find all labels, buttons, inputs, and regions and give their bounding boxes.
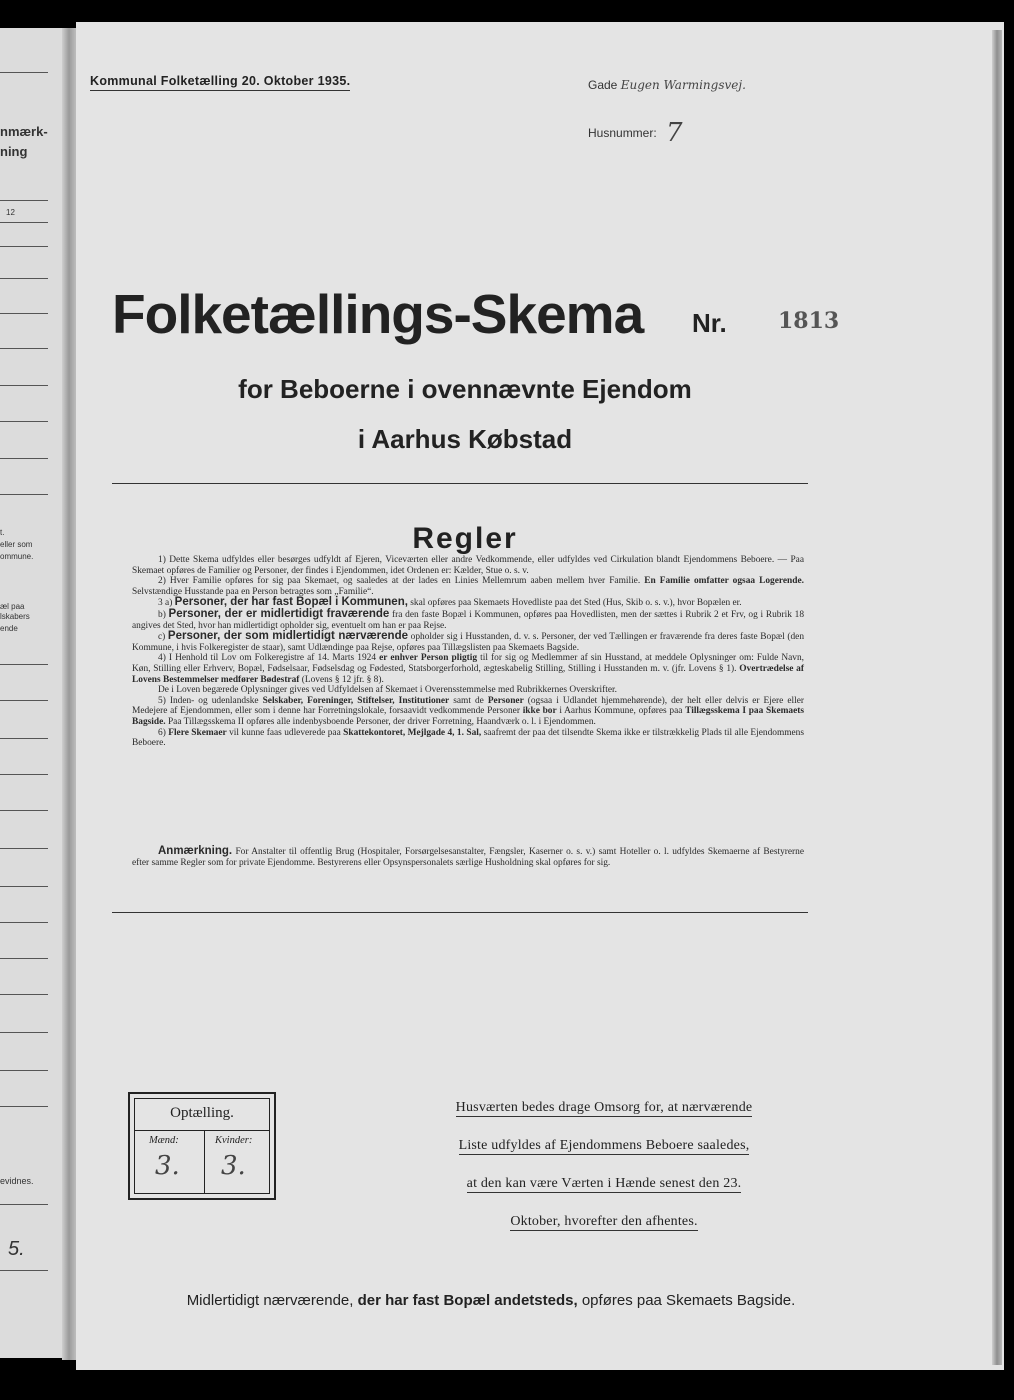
- rule-1: 1) Dette Skema udfyldes eller besørges udfyldt af Ejeren, Viceværten eller andre Vedkommende, eller udfyldes ved Cirkulation blandt Ejendommens Beboere. — Paa Skemaet opføres de Familier og Personer, der findes i Ejendommen, idet Ordenen er: Kælder, Stue o. s. v.: [132, 555, 804, 576]
- women-label: Kvinder:: [215, 1135, 253, 1146]
- rule-line: [0, 664, 48, 665]
- rule-line: [0, 958, 48, 959]
- men-label: Mænd:: [149, 1135, 179, 1146]
- rule-line: [0, 222, 48, 223]
- rule-line: [0, 994, 48, 995]
- rule-line: [0, 72, 48, 73]
- men-count: 3.: [155, 1151, 180, 1181]
- left-fragment: æl paa: [0, 602, 25, 611]
- rule-line: [0, 848, 48, 849]
- left-fragment: 12: [6, 208, 15, 217]
- rule-line: [0, 494, 48, 495]
- notice-line: Liste udfyldes af Ejendommens Beboere saaledes,: [458, 1138, 750, 1153]
- book-fold: [62, 28, 76, 1360]
- form-subtitle: for Beboerne i ovennævnte Ejendom: [238, 374, 692, 404]
- rule-line: [0, 348, 48, 349]
- notice-line: at den kan være Værten i Hænde senest den 23.: [466, 1176, 742, 1191]
- rule-3a: 3 a) Personer, der har fast Bopæl i Kommunen, skal opføres paa Skemaets Hovedliste paa det Sted (Hus, Skib o. s. v.), hvor Bopælen er.: [158, 596, 742, 609]
- street-value: Eugen Warmingsvej.: [620, 78, 746, 92]
- rule-5: 5) Inden- og udenlandske Selskaber, Foreninger, Stiftelser, Institutioner samt de Personer (ogsaa i Udlandet hjemmehørende), der helt eller delvis er Ejere eller Medejere af Ejendommen, eller som i denne har Forretningslokale, forsaavidt vedkommende Personer ikke bor i Aarhus Kommune, opføres paa Tillægsskema I paa Skemaets Bagside. Paa Tillægsskema II opføres alle indenbysboende Personer, der driver Forretning, Haandværk o. l. i Ejendommen.: [132, 695, 805, 727]
- street-label: Gade: [588, 78, 618, 92]
- rule-line: [0, 700, 48, 701]
- rule-line: [0, 313, 48, 314]
- rule-line: [0, 1032, 48, 1033]
- house-number-value: 7: [666, 118, 683, 148]
- left-fragment: ning: [0, 144, 28, 159]
- rule-2: 2) Hver Familie opføres for sig paa Skemaet, og saaledes at der lades en Linies Mellemrum aaben mellem hver Familie. En Familie omfatter ogsaa Logerende. Selvstændige Husstande paa en Person betragtes som „Familie“.: [132, 576, 804, 597]
- street-field: [588, 78, 746, 92]
- form-title: Folketællings-Skema: [112, 283, 644, 345]
- footer-part: opføres paa Skemaets Bagside.: [581, 1292, 796, 1309]
- form-number-stamp: 1813: [778, 308, 840, 334]
- remark-body: For Anstalter til offentlig Brug (Hospitaler, Forsørgelsesanstalter, Fængsler, Kaserner o. s. v.) samt Hoteller o. l. udfyldes Skemaerne af Bestyrerne efter samme Regler som for private Ejendomme. Bestyrerens eller Opsynspersonalets særlige Husholdning skal opføres for sig.: [132, 847, 805, 868]
- rule-4: 4) I Henhold til Lov om Folkeregistre af 14. Marts 1924 er enhver Person pligtig til for sig og Medlemmer af sin Husstand, at meddele Oplysninger om: Fulde Navn, Køn, Stilling eller Erhverv, Bopæl, Fødselsaar, Fødselsdag og Fødested, Statsborgerforhold, ægteskabelig Stilling, Stilling i Husstanden m. v. (jfr. Lovens § 1). Overtrædelse af Lovens Bestemmelser medfører Bødestraf (Lovens § 12 jfr. § 8).: [132, 653, 805, 685]
- divider-rule: [112, 483, 808, 484]
- rule-line: [0, 922, 48, 923]
- remark-label: Anmærkning.: [158, 845, 233, 857]
- left-fragment: eller som: [0, 540, 33, 549]
- count-box-title: Optælling.: [135, 1105, 269, 1131]
- left-fragment: ende: [0, 624, 18, 633]
- house-number-label: Husnummer:: [588, 126, 657, 140]
- left-fragment: t.: [0, 528, 5, 537]
- rule-line: [0, 385, 48, 386]
- rule-line: [0, 738, 48, 739]
- rule-line: [0, 1204, 48, 1205]
- left-fragment: evidnes.: [0, 1176, 34, 1186]
- left-handwritten-number: 5.: [8, 1238, 25, 1260]
- rule-line: [0, 886, 48, 887]
- rule-line: [0, 246, 48, 247]
- rule-line: [0, 200, 48, 201]
- count-box-divider: [204, 1131, 205, 1193]
- form-number-label: Nr.: [692, 308, 727, 338]
- rule-3c: c) Personer, der som midlertidigt nærværende opholder sig i Husstanden, d. v. s. Personer, der ved Tællingen er fraværende fra deres faste Bopæl (den Kommune, i hvis Folkeregister de staar), samt Udlændinge paa Rejse, opføres paa Tillægslisten paa Skemaets Bagside.: [132, 630, 805, 653]
- left-fragment: ommune.: [0, 552, 34, 561]
- remark-text: [132, 846, 804, 868]
- rule-line: [0, 458, 48, 459]
- rule-line: [0, 1106, 48, 1107]
- rule-line: [0, 774, 48, 775]
- rule-3b: b) Personer, der er midlertidigt fraværende fra den faste Bopæl i Kommunen, opføres paa Hovedlisten, men der sættes i Rubrik 2 et Frv, og i Rubrik 18 angives det Sted, hvor han midlertidigt opholder sig, eventuelt om han er paa Rejse.: [132, 607, 805, 631]
- page-edge: [992, 30, 1002, 1365]
- rule-line: [0, 1070, 48, 1071]
- divider-rule: [112, 912, 808, 913]
- count-box: [128, 1092, 276, 1200]
- rules-text: [132, 555, 804, 749]
- house-number-field: [588, 114, 683, 148]
- left-fragment: nmærk-: [0, 124, 48, 139]
- rule-6: 6) Flere Skemaer vil kunne faas udleverede paa Skattekontoret, Mejlgade 4, 1. Sal, saafremt der paa det tilsendte Skema ikke er tilstrækkelig Plads til alle Ejendommens Beboere.: [132, 727, 805, 749]
- landlord-notice: [424, 1100, 784, 1252]
- women-count: 3.: [221, 1151, 246, 1181]
- rule-line: [0, 1270, 48, 1271]
- form-subtitle-city: i Aarhus Købstad: [357, 424, 573, 454]
- notice-line: Oktober, hvorefter den afhentes.: [510, 1214, 698, 1229]
- notice-line: Husværten bedes drage Omsorg for, at nærværende: [455, 1100, 753, 1115]
- census-header-line: Kommunal Folketælling 20. Oktober 1935.: [90, 74, 350, 91]
- left-fragment: lskabers: [0, 612, 30, 621]
- rule-line: [0, 278, 48, 279]
- rules-heading: Regler: [412, 522, 518, 555]
- count-box-inner: [134, 1098, 270, 1194]
- footer-part: Midlertidigt nærværende,: [186, 1292, 354, 1309]
- footer-note: [96, 1292, 886, 1309]
- rule-line: [0, 421, 48, 422]
- rule-line: [0, 810, 48, 811]
- footer-part-bold: der har fast Bopæl andetsteds,: [357, 1292, 578, 1309]
- rule-4-cont: De i Loven begærede Oplysninger gives ved Udfyldelsen af Skemaet i Overensstemmelse med Rubrikkernes Overskrifter.: [158, 685, 617, 696]
